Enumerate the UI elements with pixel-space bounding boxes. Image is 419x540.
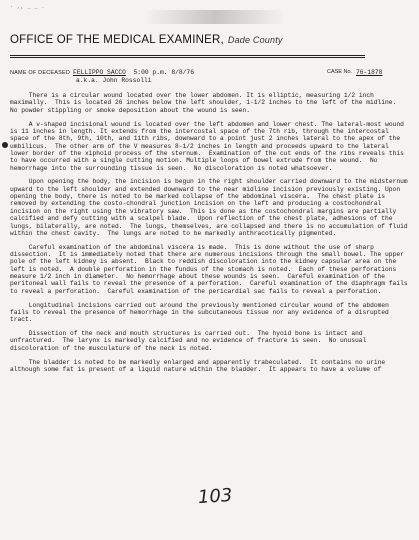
- paragraph-longitudinal-incisions: Longitudinal incisions carried out around the previously mentioned circular wound of the abdomen fails to reveal the presence of hemorrhage in the subcutaneous tissue nor any evidence of a disrupted tract.: [10, 301, 393, 324]
- handwritten-page-number: 103: [197, 484, 234, 509]
- decedent-row: [10, 68, 406, 78]
- hole-punch-mark: [2, 142, 8, 148]
- case-number: 76-1878: [356, 69, 383, 76]
- paragraph-neck-dissection: Dissection of the neck and mouth structures is carried out. The hyoid bone is intact and unfractured. The larynx is markedly calcified and no evidence of fracture is seen. No unusual discoloration of the musculature of the neck is noted.: [10, 330, 371, 352]
- office-title: OFFICE OF THE MEDICAL EXAMINER,: [10, 34, 224, 46]
- office-title-line: [10, 34, 283, 46]
- paragraph-v-shaped-incision: A v-shaped incisional wound is located over the left abdomen and lower chest. The lateral-most wound is 11 inches in length. It extends from the intercostal space of the 7th rib, through the intercostal space of the 8th, 9th, 10th, and 11th ribs, downward to a point just 2 inches lateral to the apex of the umbilicus. The other arm of the V measures 8-1/2 inches in length and proceeds upward to the lateral lower border of the xiphoid process of the sternum. Examination of the cut ends of the ribs reveals this to have occurred with a single cutting motion. Multiple loops of bowel extrude from the wound. No hemorrhage into the surrounding tissue is seen. No discoloration is noted whatsoever.: [10, 120, 408, 172]
- paragraph-bladder: The bladder is noted to be markedly enlarged and apparently trabeculated. It contains no urine although some fat is present of a liquid nature within the bladder. It appears to have a volume of: [10, 358, 389, 373]
- case-number-label: CASE No.: [327, 69, 353, 75]
- report-body: [10, 92, 412, 380]
- paragraph-abdominal-viscera: Careful examination of the abdominal viscera is made. This is done without the use of sharp dissection. It is immediately noted that there are numerous incisions through the small bowel. The upper pole of the left kidney is absent. Black to reddish discoloration into the kidney capsular area on the left is noted. A double perforation in the fundus of the stomach is noted. Each of these perforations measure 1/2 inch in diameter. No hemorrhage about these wounds is seen. Careful examination of the peritoneal wall fails to reveal the presence of a perforation. Careful examination of the diaphragm fails to reveal a perforation. Careful examination of the pericardial sac fails to reveal a perforation.: [10, 243, 412, 295]
- county-name: Dade County: [227, 35, 283, 45]
- deceased-name-label: NAME OF DECEASED: [10, 70, 71, 76]
- date-value: 8/8/76: [171, 69, 194, 76]
- paragraph-opening-body: Upon opening the body, the incision is begun in the right shoulder carried downward to the midsternum upward to the left shoulder and extended downward to the near midline incision previously existing. Upon opening the body, there is noted to be marked collapse of the abdominal viscera. The chest plate is removed by extending the costo-chondral junction incision on the left and producing a costochondral incision on the right using the vibratory saw. This is done as the costochondral margins are partially calcified and defy cutting with a scalpel blade. Upon reflection of the chest plate, adhesions of the lungs, bilaterally, are noted. The lungs, themselves, are collapsed and there is no accumulation of fluid within the chest cavity. The lungs are noted to be markedly anthracotically pigmented.: [10, 178, 412, 237]
- paragraph-abdominal-wound: There is a circular wound located over the lower abdomen. It is elliptic, measuring 1/2 inch maximally. This is located 26 inches below the left shoulder, 1-1/2 inches to the left of the midline. No powder stippling or smoke deposition about the wound is seen.: [10, 92, 404, 114]
- scan-smudge: [145, 10, 285, 24]
- top-margin-marks: · ,, _ _ .: [10, 4, 46, 10]
- header-rule-double: [10, 57, 365, 58]
- time-value: 5:00 p.m.: [133, 69, 168, 76]
- also-known-as: a.k.a. John Rossolli: [76, 77, 152, 84]
- header-rule: [10, 55, 365, 56]
- deceased-name: FELLIPPO SACCO: [73, 69, 126, 76]
